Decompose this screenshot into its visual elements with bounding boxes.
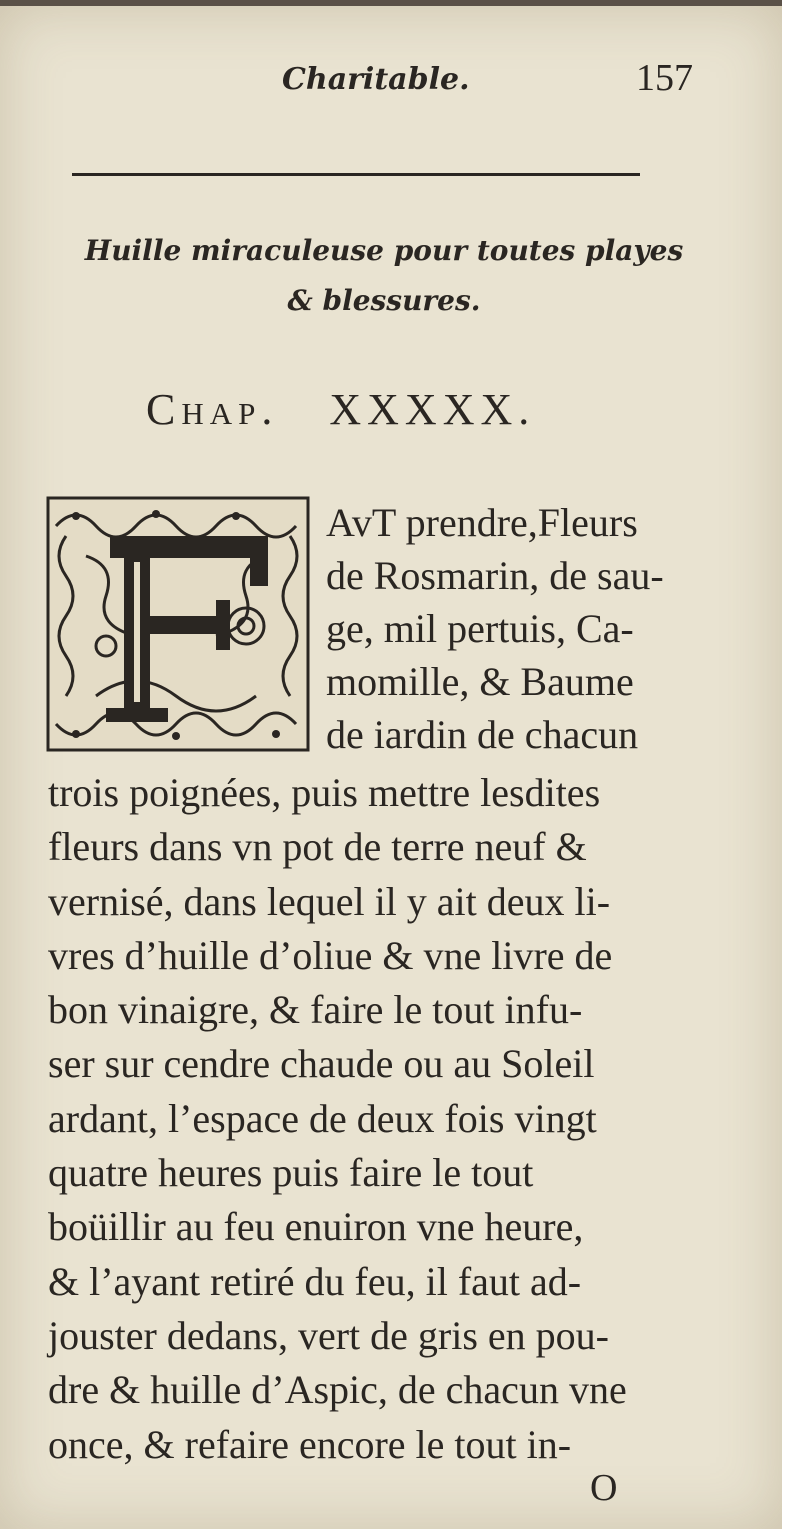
text-line: boüillir au feu enuiron vne heure, [48,1204,584,1250]
text-line: fleurs dans vn pot de terre neuf & [48,824,587,870]
opening-paragraph-lines [326,496,746,761]
text-line: AvT prendre,Fleurs [326,500,638,545]
text-line: jouster dedans, vert de gris en pou- [48,1312,609,1358]
body-paragraph [48,766,748,1472]
text-line: ser sur cendre chaude ou au Soleil [48,1041,595,1087]
text-line: momille, & Baume [326,659,634,704]
section-title-line-1: Huille miraculeuse pour toutes playes [84,234,684,267]
text-line: de iardin de chacun [326,712,639,757]
text-line: & l’ayant retiré du feu, il faut ad- [48,1258,582,1304]
text-line: dre & huille d’Aspic, de chacun vne [48,1367,627,1413]
section-title-line-2: & blessures. [287,284,481,317]
text-line: ardant, l’espace de deux fois vingt [48,1095,597,1141]
header-rule [72,173,640,176]
text-line: once, & refaire encore le tout in- [48,1421,572,1467]
text-line: ge, mil pertuis, Ca- [326,606,634,651]
section-title [64,226,704,326]
text-line: trois poignées, puis mettre lesdites [48,770,601,815]
text-line: vernisé, dans lequel il y ait deux li- [48,878,611,924]
chapter-number: XXXXX. [329,385,536,434]
text-line: quatre heures puis faire le tout [48,1150,534,1196]
page-number: 157 [636,57,693,99]
text-line: vres d’huille d’oliue & vne livre de [48,932,613,978]
text-line: bon vinaigre, & faire le tout infu- [48,987,583,1033]
running-title: Charitable. [282,62,470,97]
chapter-heading [146,384,646,435]
text-line: de Rosmarin, de sau- [326,553,664,598]
page-right-margin [782,0,800,1529]
ornamental-initial-icon [46,496,310,752]
signature-mark: O [590,1467,618,1509]
chapter-label: Chap. [146,385,279,434]
